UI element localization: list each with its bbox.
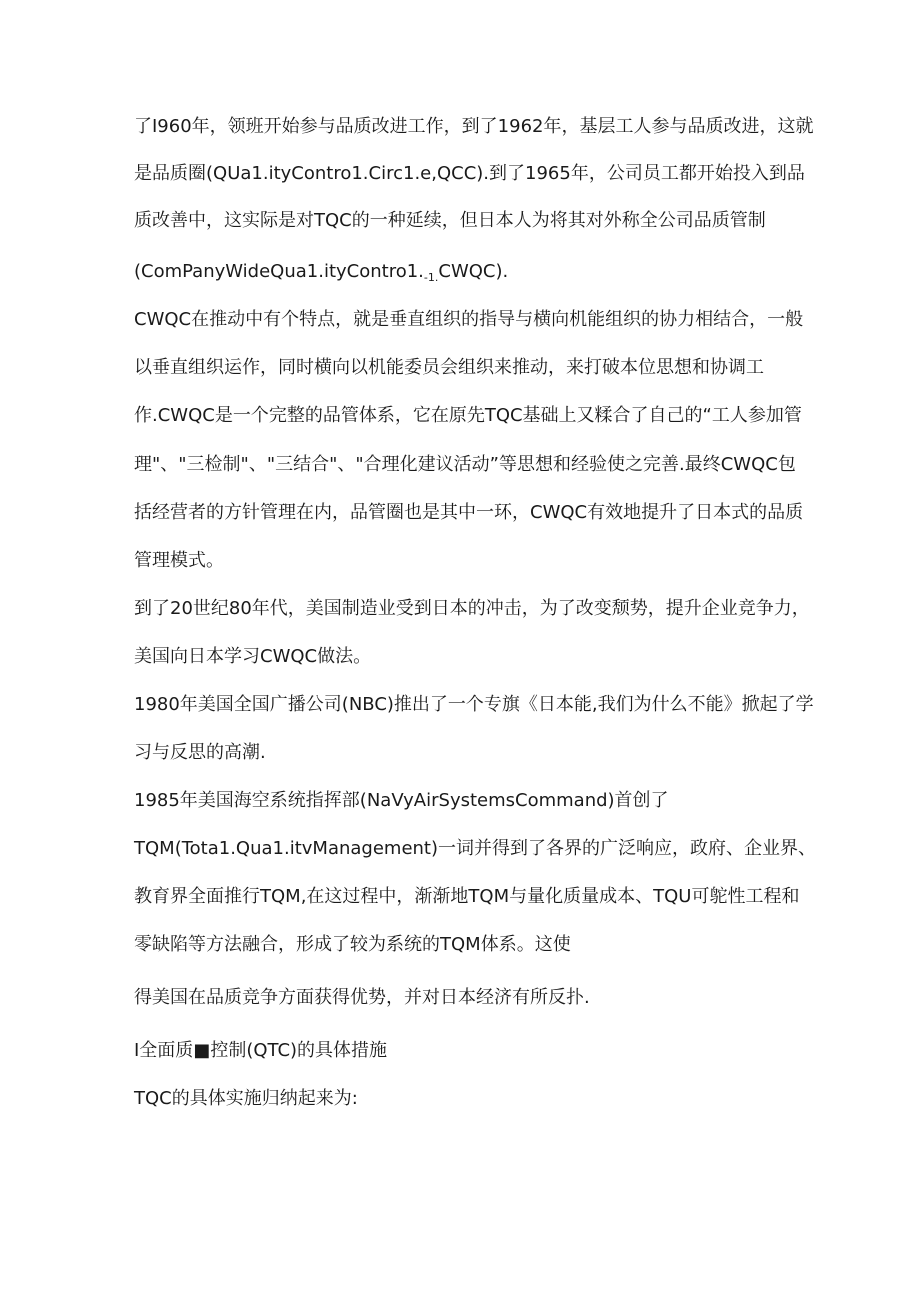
text-line-18: 零缺陷等方法融合，形成了较为系统的TQM体系。这使: [134, 934, 571, 955]
text-line-15: 1985年美国海空系统指挥部(NaVyAirSystemsCommand)首创了: [134, 790, 669, 811]
text-line-14: 习与反思的高潮.: [134, 742, 266, 763]
text-line-8: 理"、"三检制"、"三结合"、"合理化建议活动”等思想和经验使之完善.最终CWQC包: [134, 454, 796, 475]
text-line-11: 到了20世纪80年代，美国制造业受到日本的冲击，为了改变颓势，提升企业竞争力，: [134, 598, 810, 619]
text-line-9: 括经营者的方针管理在内，品管圈也是其中一环，CWQC有效地提升了日本式的品质: [134, 502, 804, 523]
text-line-5: CWQC在推动中有个特点，就是垂直组织的指导与横向机能组织的协力相结合，一般: [134, 309, 804, 330]
text-line-4-subscript: -1.: [423, 271, 439, 284]
text-line-13: 1980年美国全国广播公司(NBC)推出了一个专旗《日本能,我们为什么不能》掀起了学: [134, 694, 814, 715]
text-line-10: 管理模式。: [134, 550, 224, 571]
text-line-4: [134, 259, 508, 291]
text-line-6: 以垂直组织运作，同时横向以机能委员会组织来推动，来打破本位思想和协调工: [134, 357, 764, 378]
text-line-1: 了I960年，领班开始参与品质改进工作，到了1962年，基层工人参与品质改进，这就: [134, 116, 814, 137]
text-line-20: I全面质■控制(QTC)的具体措施: [134, 1040, 388, 1061]
text-line-4-head: (ComPanyWideQua1.ityContro1.: [134, 261, 424, 282]
text-line-21: TQC的具体实施归纳起来为:: [134, 1088, 358, 1109]
text-line-12: 美国向日本学习CWQC做法。: [134, 646, 372, 667]
text-line-17: 教育界全面推行TQM,在这过程中，渐渐地TQM与量化质量成本、TQU可鸵性工程和: [134, 886, 800, 907]
text-line-2: 是品质圈(QUa1.ityContro1.Circ1.e,QCC).到了1965年，公司员工都开始投入到品: [134, 163, 805, 184]
text-line-3: 质改善中，这实际是对TQC的一种延续，但日本人为将其对外称全公司品质管制: [134, 210, 766, 231]
text-line-4-tail: CWQC).: [438, 261, 509, 282]
text-line-16: TQM(Tota1.Qua1.itvManagement)一词并得到了各界的广泛响应，政府、企业界、: [134, 838, 817, 859]
text-line-19: 得美国在品质竞争方面获得优势，并对日本经济有所反扑.: [134, 987, 590, 1008]
text-line-7: 作.CWQC是一个完整的品管体系，它在原先TQC基础上又糅合了自己的“工人参加管: [134, 405, 802, 426]
